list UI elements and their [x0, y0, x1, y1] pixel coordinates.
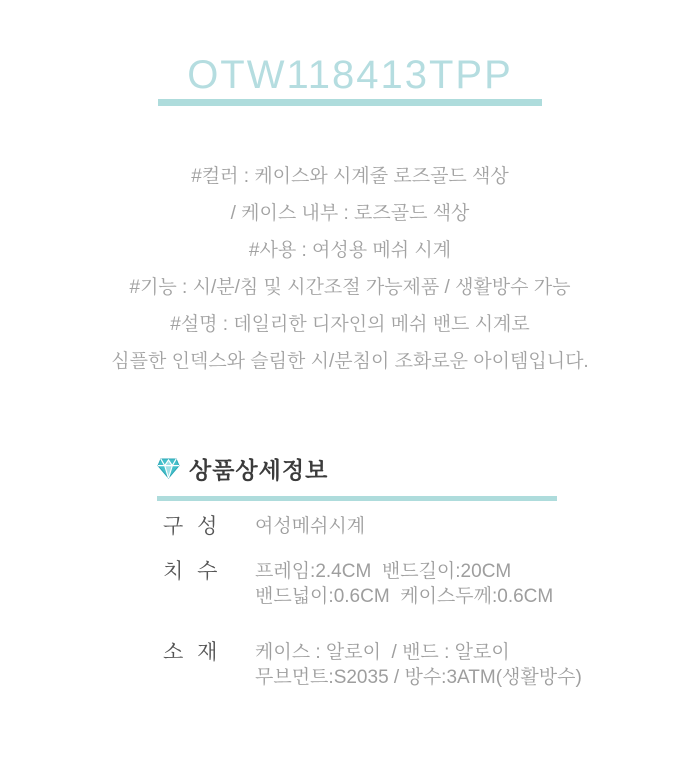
spec-value-dimensions [255, 559, 583, 609]
spec-label-composition: 구 성 [163, 515, 222, 538]
section-divider [157, 496, 557, 501]
spec-value-line: 여성메쉬시계 [255, 516, 366, 537]
spec-table [163, 514, 583, 690]
spec-value-line: 프레임:2.4CM 밴드길이:20CM [255, 561, 512, 582]
spec-value-composition [255, 514, 583, 539]
description-line: / 케이스 내부 : 로즈골드 색상 [230, 203, 470, 224]
table-row [163, 514, 583, 539]
spec-value-material [255, 640, 583, 690]
diamond-icon [157, 457, 180, 480]
title-underline [158, 99, 542, 106]
product-code-title: OTW118413TPP [187, 53, 513, 97]
spec-value-line: 밴드넓이:0.6CM 케이스두께:0.6CM [255, 586, 554, 607]
spec-value-line: 무브먼트:S2035 / 방수:3ATM(생활방수) [255, 667, 582, 688]
description-line: #사용 : 여성용 메쉬 시계 [248, 240, 452, 261]
spec-label-dimensions: 치 수 [163, 560, 222, 583]
description-line: #컬러 : 케이스와 시계줄 로즈골드 색상 [191, 166, 509, 187]
description-line: 심플한 인덱스와 슬림한 시/분침이 조화로운 아이템입니다. [111, 351, 589, 372]
detail-section-header [157, 452, 700, 485]
description-line: #기능 : 시/분/침 및 시간조절 가능제품 / 생활방수 가능 [129, 277, 571, 298]
spec-label-material: 소 재 [163, 641, 222, 664]
spec-value-line: 케이스 : 알로이 / 밴드 : 알로이 [255, 642, 510, 663]
table-row [163, 640, 583, 690]
description-line: #설명 : 데일리한 디자인의 메쉬 밴드 시계로 [170, 314, 530, 335]
product-description [0, 158, 700, 380]
table-row [163, 559, 583, 609]
detail-section-title: 상품상세정보 [189, 457, 329, 483]
